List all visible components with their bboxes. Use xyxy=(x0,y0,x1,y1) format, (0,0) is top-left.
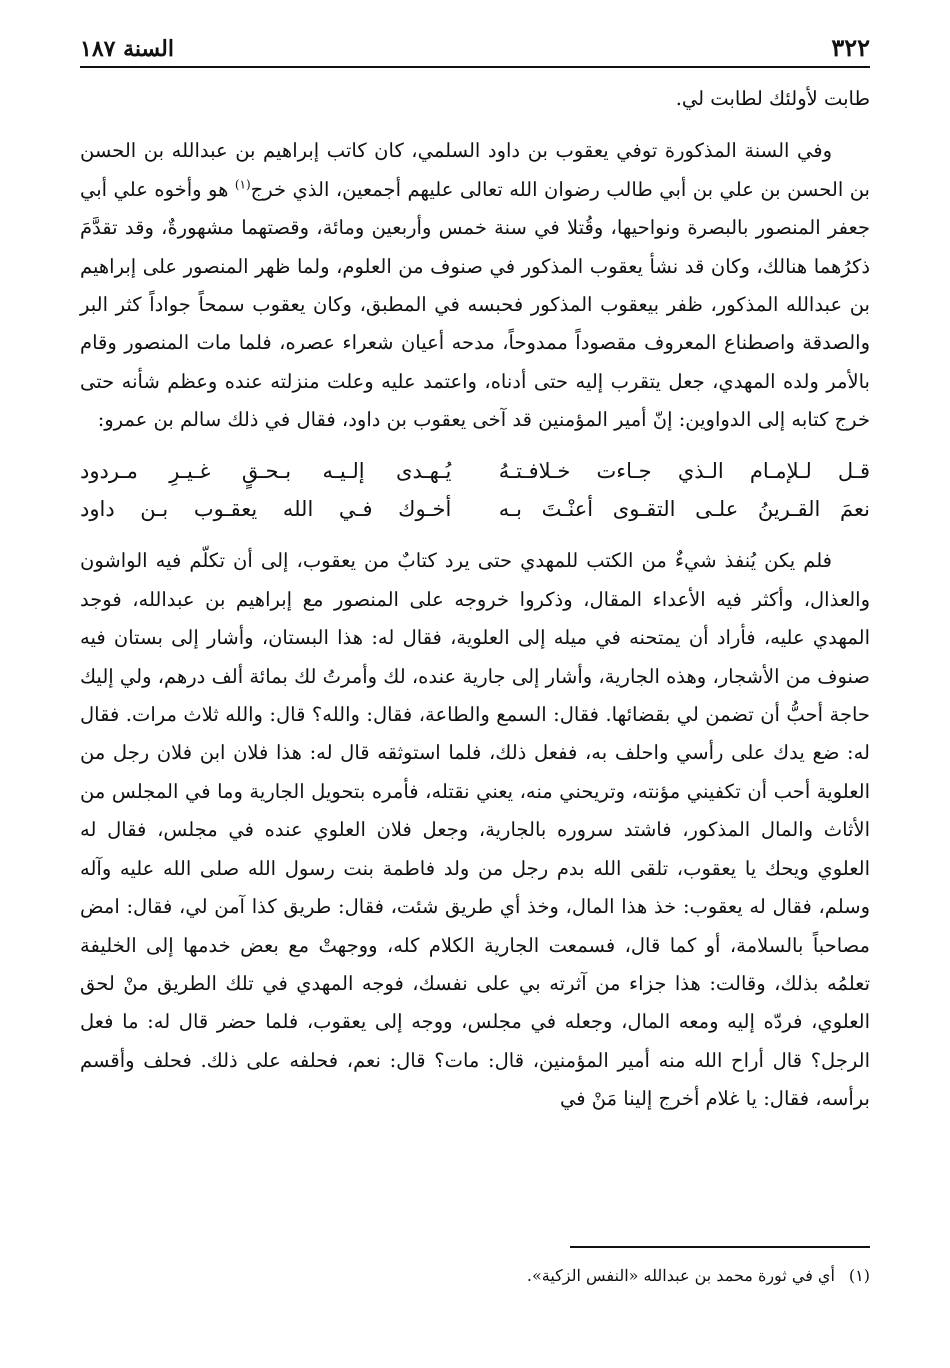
running-title-year: السنة ١٨٧ xyxy=(80,36,174,62)
footnote-divider xyxy=(570,1246,870,1248)
verse-first-hemistich: قـل لـلإمـام الـذي جـاءت خـلافـتـهُ xyxy=(498,458,870,483)
main-text xyxy=(80,80,870,1119)
paragraph-verse-ending: طابت لأولئك لطابت لي. xyxy=(675,87,870,110)
running-header xyxy=(80,28,870,62)
paragraph-yaqub-intro-part1: وفي السنة المذكورة توفي يعقوب بن داود السلمي، كان كاتب إبراهيم بن عبدالله بن الحسن بن الحسن بن علي بن أبي طالب رضوان الله تعالى عليهم أجمعين، الذي خرج xyxy=(80,139,870,201)
poem-verse xyxy=(80,452,870,490)
paragraph-yaqub-intro xyxy=(80,132,870,439)
page-number: ٣٢٢ xyxy=(831,33,870,62)
poem xyxy=(80,452,870,529)
verse-first-hemistich: نعمَ القـرينُ علـى التقـوى أعنْـتَ بـه xyxy=(498,497,870,522)
footnote xyxy=(80,1262,870,1290)
header-divider xyxy=(80,66,870,68)
verse-second-hemistich: يُـهـدى إلـيـه بـحـقٍ غـيـرِ مـردود xyxy=(80,458,452,483)
paragraph-mahdi-test: فلم يكن يُنفذ شيءٌ من الكتب للمهدي حتى يرد كتابٌ من يعقوب، إلى أن تكلّم فيه الواشون والعذال، وأكثر فيه الأعداء المقال، وذكروا خروجه على المنصور مع إبراهيم بن عبدالله، فوجد المهدي عليه، فأراد أن يمتحنه في ميله إلى العلوية، فقال له: هذا البستان، وأشار إلى بستان فيه صنوف من الأشجار، وهذه الجارية، وأشار إلى جارية عنده، لك وأمرتُ لك بمائة ألف درهم، ولي إليك حاجة أحبُّ أن تضمن لي بقضائها. فقال: السمع والطاعة، فقال: والله؟ قال: والله ثلاث مرات. فقال له: ضع يدك على رأسي واحلف به، ففعل ذلك، فلما استوثقه قال له: هذا فلان ابن فلان رجل من العلوية أحب أن تكفيني مؤنته، وتريحني منه، يعني نقتله، فأمره بتحويل الجارية وما في المجلس من الأثاث والمال المذكور، فاشتد سروره بالجارية، وجعل فلان العلوي عنده في مجلس، فقال له العلوي ويحك يا يعقوب، تلقى الله بدم رجل من ولد فاطمة بنت رسول الله صلى الله عليه وآله وسلم، فقال له يعقوب: خذ هذا المال، وخذ أي طريق شئت، فقال: طريق كذا آمن لي، فقال: امض مصاحباً بالسلامة، أو كما قال، فسمعت الجارية الكلام كله، ووجهتْ مع بعض خدمها إلى الخليفة تعلمُه بذلك، وقالت: هذا جزاء من آثرته بي على نفسك، فوجه المهدي في تلك الطريق منْ لحق العلوي، فردّه إليه ومعه المال، وجعله في مجلس، ووجه إلى يعقوب، فلما حضر قال له: ما فعل الرجل؟ قال أراح الله منه أمير المؤمنين، قال: مات؟ قال: نعم، فحلفه على ذلك. فحلف وأقسم برأسه، فقال: يا غلام أخرج إلينا مَنْ في xyxy=(80,549,870,1111)
poem-verse xyxy=(80,490,870,528)
verse-second-hemistich: أخـوك فـي الله يعقـوب بـن داود xyxy=(80,497,452,522)
footnote-number: (١) xyxy=(848,1266,870,1285)
paragraph-yaqub-intro-part2: هو وأخوه علي أبي جعفر المنصور بالبصرة ونواحيها، وقُتلا في سنة خمس وأربعين ومائة، وقصتهما مشهورةٌ، وقد تقدَّمَ ذكرُهما هنالك، وكان قد نشأ يعقوب المذكور في صنوف من العلوم، ولما ظهر المنصور على إبراهيم بن عبدالله المذكور، ظفر بيعقوب المذكور فحبسه في المطبق، وكان يعقوب سمحاً جواداً كثر البر والصدقة واصطناع المعروف مقصوداً ممدوحاً، مدحه أعيان شعراء عصره، فلما مات المنصور وقام بالأمر ولده المهدي، جعل يتقرب إليه حتى أدناه، واعتمد عليه وعلت منزلته عنده وعظم شأنه حتى خرج كتابه إلى الدواوين: إنّ أمير المؤمنين قد آخى يعقوب بن داود، فقال في ذلك سالم بن عمرو: xyxy=(80,177,870,432)
footnote-text: أي في ثورة محمد بن عبدالله «النفس الزكية». xyxy=(526,1266,835,1285)
footnote-reference[interactable]: (١) xyxy=(234,177,251,192)
